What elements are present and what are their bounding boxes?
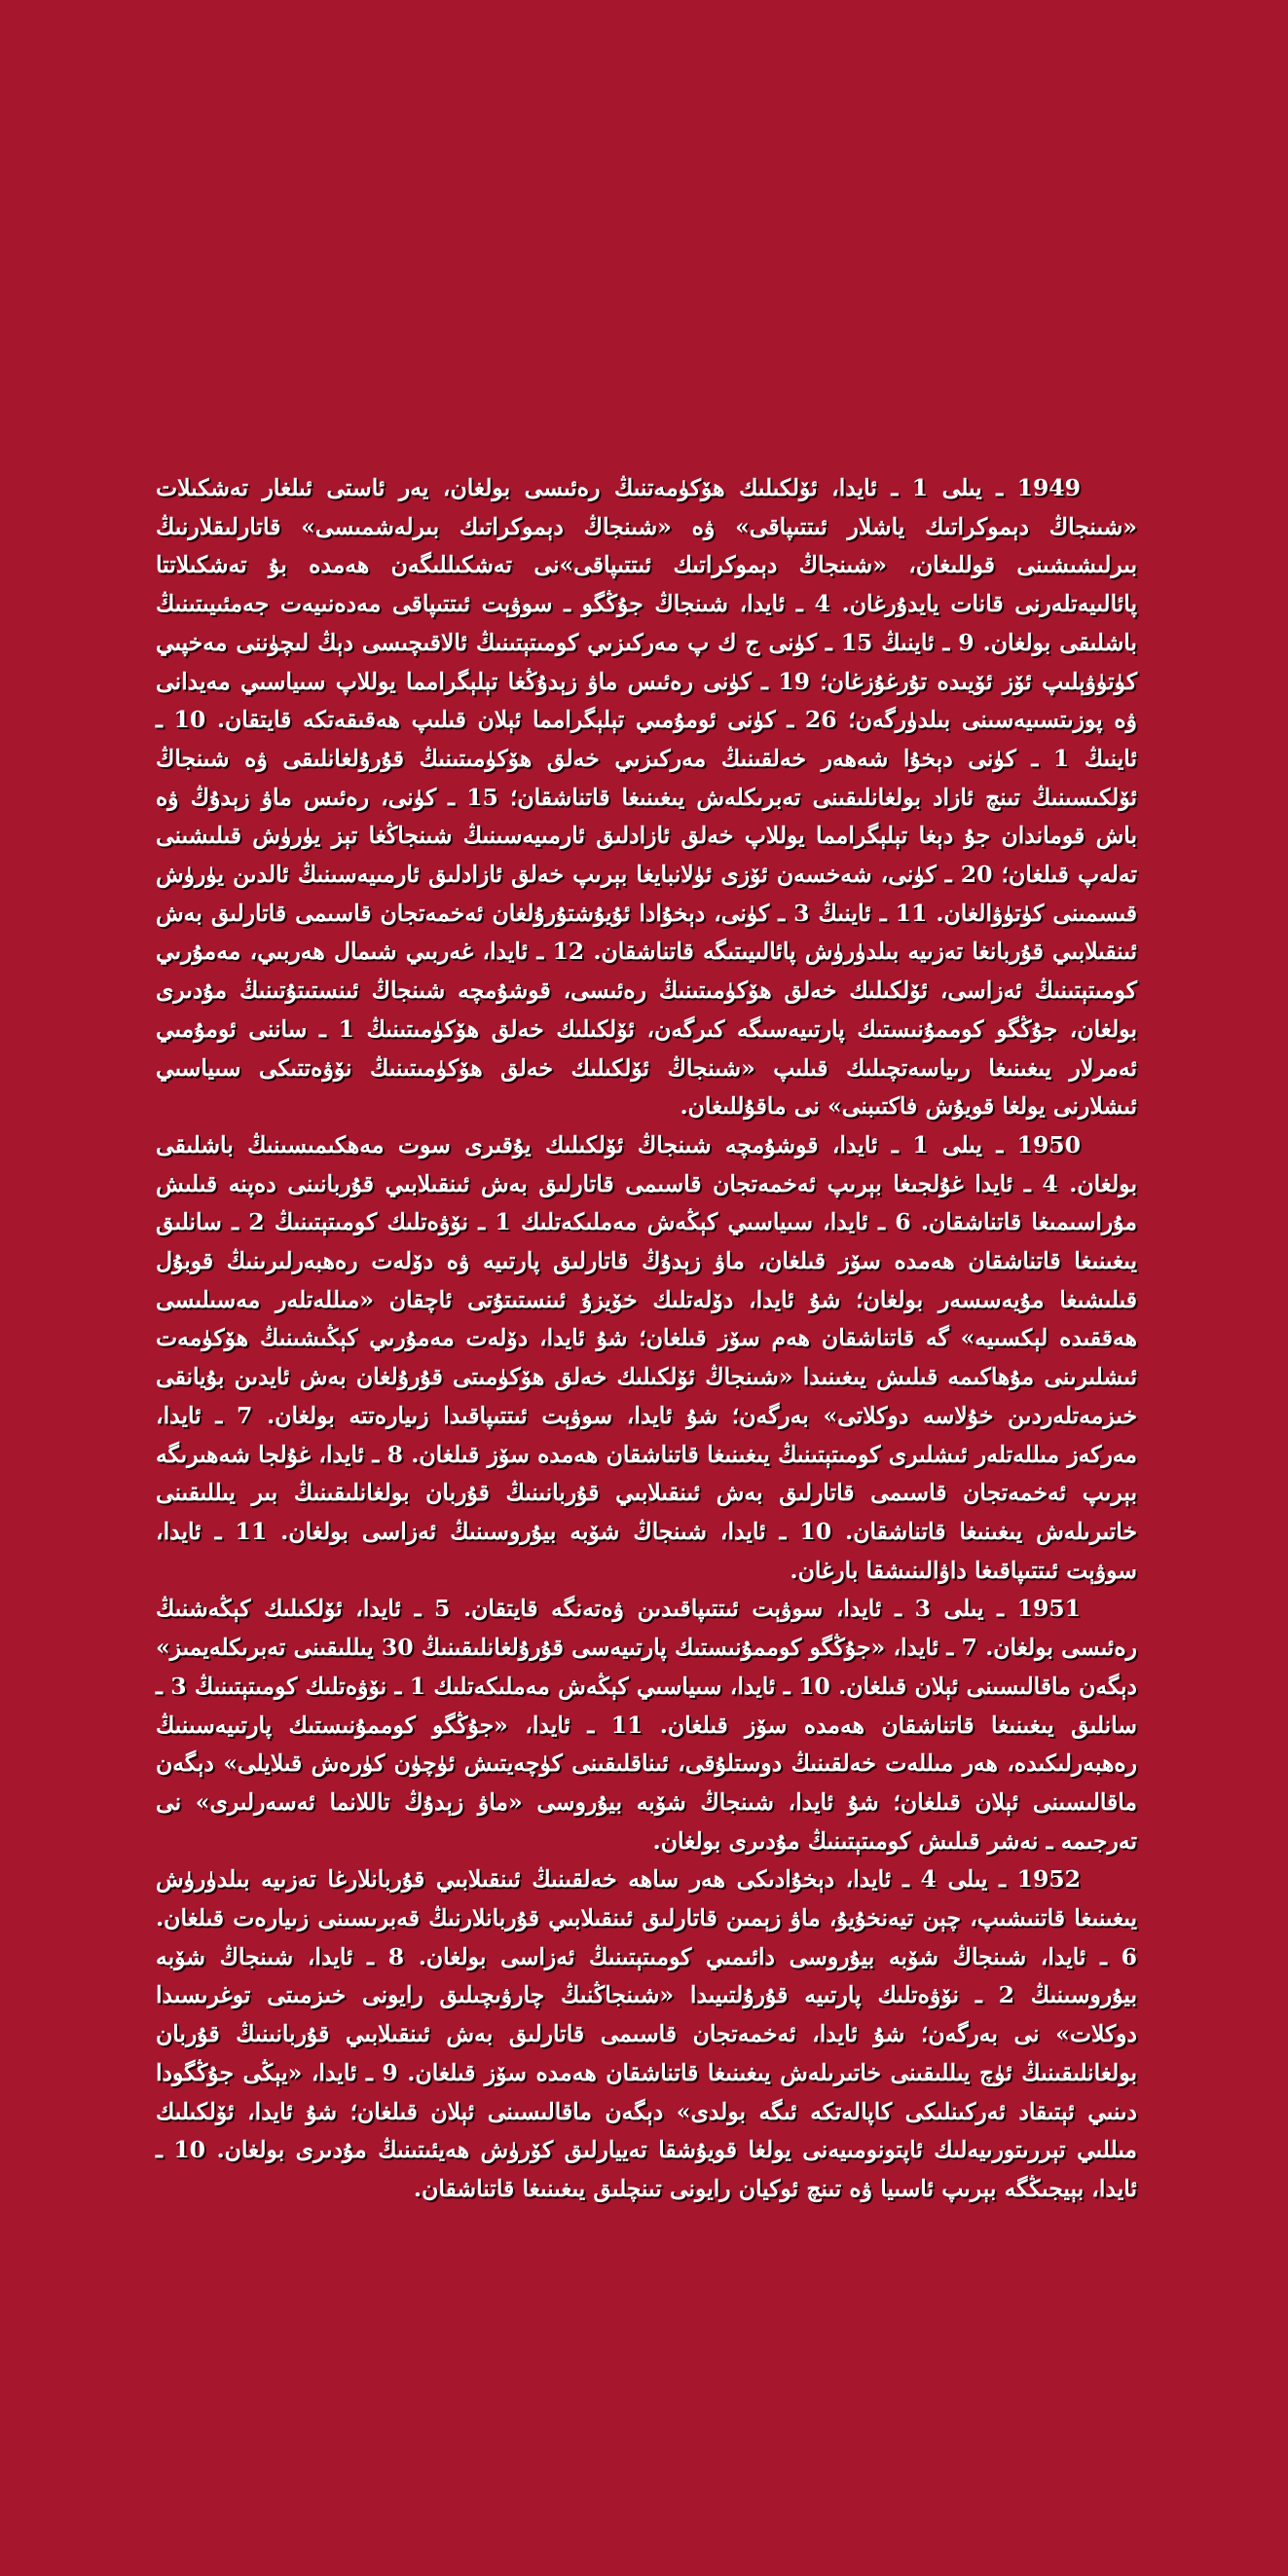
paragraph-1950: 1950 ـ يىلى 1 ـ ئايدا، قوشۇمچە شىنجاڭ ئۆلكىلىك يۇقىرى سوت مەھكىمىسىنىڭ باشلىقى بولغان. 4 ـ ئايدا غۇلجىغا بېرىپ ئەخمەتجان قاسىمى قاتارلىق بەش ئىنقىلابىي قۇربانىنى دەپنە قىلىش مۇراسىمىغا قاتناشقان. 6 ـ ئايدا، سىياسىي كېڭەش مەملىكەتلىك 1 ـ نۆۋەتلىك كومىتېتىنىڭ 2 ـ سانلىق يىغىنىغا قاتناشقان ھەمدە سۆز قىلغان، ماۋ زېدۇڭ قاتارلىق پارتىيە ۋە دۆلەت رەھبەرلىرىنىڭ قوبۇل قىلىشىغا مۇيەسسەر بولغان؛ شۇ ئايدا، دۆلەتلىك خۆيزۇ ئىنستىتۇتى ئاچقان «مىللەتلەر مەسىلىسى ھەققىدە لېكسىيە» گە قاتناشقان ھەم سۆز قىلغان؛ شۇ ئايدا، دۆلەت مەمۇرىي كېڭىشىنىڭ ھۆكۈمەت ئىشلىرىنى مۇھاكىمە قىلىش يىغىنىدا «شىنجاڭ ئۆلكىلىك خەلق ھۆكۈمىتى قۇرۇلغان بەش ئايدىن بۇيانقى خىزمەتلەردىن خۇلاسە دوكلاتى» بەرگەن؛ شۇ ئايدا، سوۋېت ئىتتىپاقىدا زىيارەتتە بولغان. 7 ـ ئايدا، مەركەز مىللەتلەر ئىشلىرى كومىتېتىنىڭ يىغىنىغا قاتناشقان ھەمدە سۆز قىلغان. 8 ـ ئايدا، غۇلجا شەھىرىگە بېرىپ ئەخمەتجان قاسىمى قاتارلىق بەش ئىنقىلابىي قۇربانىنىڭ قۇربان بولغانلىقىنىڭ بىر يىللىقىنى خاتىرىلەش يىغىنىغا قاتناشقان. 10 ـ ئايدا، شىنجاڭ شۆبە بيۇروسىنىڭ ئەزاسى بولغان. 11 ـ ئايدا، سوۋېت ئىتتىپاقىغا داۋالىنىشقا بارغان.	[156, 1130, 1138, 1584]
paragraph-1951: 1951 ـ يىلى 3 ـ ئايدا، سوۋېت ئىتتىپاقىدىن ۋەتەنگە قايتقان. 5 ـ ئايدا، ئۆلكىلىك كېڭەشنىڭ رەئىسى بولغان. 7 ـ ئايدا، «جۇڭگو كوممۇنىستىك پارتىيەسى قۇرۇلغانلىقىنىڭ 30 يىللىقىنى تەبرىكلەيمىز» دېگەن ماقالىسىنى ئېلان قىلغان. 10 ـ ئايدا، سىياسىي كېڭەش مەملىكەتلىك 1 ـ نۆۋەتلىك كومىتېتىنىڭ 3 ـ سانلىق يىغىنىغا قاتناشقان ھەمدە سۆز قىلغان. 11 ـ ئايدا، «جۇڭگو كوممۇنىستىك پارتىيەسىنىڭ رەھبەرلىكىدە، ھەر مىللەت خەلقىنىڭ دوستلۇقى، ئىناقلىقىنى كۈچەيتىش ئۈچۈن كۈرەش قىلايلى» دېگەن ماقالىسىنى ئېلان قىلغان؛ شۇ ئايدا، شىنجاڭ شۆبە بيۇروسى «ماۋ زېدۇڭ تاللانما ئەسەرلىرى» نى تەرجىمە ـ نەشر قىلىش كومىتېتىنىڭ مۇدىرى بولغان.	[156, 1595, 1137, 1855]
paragraph-1952: 1952 ـ يىلى 4 ـ ئايدا، دېخۇادىكى ھەر ساھە خەلقىنىڭ ئىنقىلابىي قۇربانلارغا تەزىيە بىلدۈرۈش يىغىنىغا قاتنىشىپ، چېن تيەنخۇيۇ، ماۋ زېمىن قاتارلىق ئىنقىلابىي قۇربانلارنىڭ قەبرىسىنى زىيارەت قىلغان. 6 ـ ئايدا، شىنجاڭ شۆبە بيۇروسى دائىمىي كومىتېتىنىڭ ئەزاسى بولغان. 8 ـ ئايدا، شىنجاڭ شۆبە بيۇروسىنىڭ 2 ـ نۆۋەتلىك پارتىيە قۇرۇلتىيىدا «شىنجاڭنىڭ چارۋىچىلىق رايونى خىزمىتى توغرىسىدا دوكلات» نى بەرگەن؛ شۇ ئايدا، ئەخمەتجان قاسىمى قاتارلىق بەش ئىنقىلابىي قۇربانىنىڭ قۇربان بولغانلىقىنىڭ ئۈچ يىللىقىنى خاتىرىلەش يىغىنىغا قاتناشقان ھەمدە سۆز قىلغان. 9 ـ ئايدا، «يېڭى جۇڭگودا دىنىي ئېتىقاد ئەركىنلىكى كاپالەتكە ئىگە بولدى» دېگەن ماقالىسىنى ئېلان قىلغان؛ شۇ ئايدا، ئۆلكىلىك مىللىي تېررىتورىيەلىك ئاپتونومىيەنى يولغا قويۇشقا تەييارلىق كۆرۈش ھەيئىتىنىڭ مۇدىرى بولغان. 10 ـ ئايدا، بېيجىڭگە بېرىپ ئاسىيا ۋە تىنچ ئوكيان رايونى تىنچلىق يىغىنىغا قاتناشقان.	[156, 1865, 1138, 2202]
biography-text-block	[156, 469, 1138, 2202]
paragraph-1949: 1949 ـ يىلى 1 ـ ئايدا، ئۆلكىلىك ھۆكۈمەتنىڭ رەئىسى بولغان، يەر ئاستى ئىلغار تەشكىلات «شىنجاڭ دېموكراتىك ياشلار ئىتتىپاقى» ۋە «شىنجاڭ دېموكراتىك بىرلەشمىسى» قاتارلىقلارنىڭ بىرلىشىشىنى قوللىغان، «شىنجاڭ دېموكراتىك ئىتتىپاقى»نى تەشكىللىگەن ھەمدە بۇ تەشكىلاتتا پائالىيەتلەرنى قانات يايدۇرغان. 4 ـ ئايدا، شىنجاڭ جۇڭگو ـ سوۋېت ئىتتىپاقى مەدەنىيەت جەمئىيىتىنىڭ باشلىقى بولغان. 9 ـ ئاينىڭ 15 ـ كۈنى ج ك پ مەركىزىي كومىتېتىنىڭ ئالاقىچىسى دېڭ لىچۈننى مەخپىي كۈتۈۋېلىپ ئۆز ئۆيىدە تۇرغۇزغان؛ 19 ـ كۈنى رەئىس ماۋ زېدۇڭغا تېلېگرامما يوللاپ سىياسىي مەيدانى ۋە پوزىتسىيەسىنى بىلدۈرگەن؛ 26 ـ كۈنى ئومۇمىي تېلېگرامما ئېلان قىلىپ ھەقىقەتكە قايتقان. 10 ـ ئاينىڭ 1 ـ كۈنى دېخۇا شەھەر خەلقىنىڭ مەركىزىي خەلق ھۆكۈمىتىنىڭ قۇرۇلغانلىقى ۋە شىنجاڭ ئۆلكىسىنىڭ تىنچ ئازاد بولغانلىقىنى تەبرىكلەش يىغىنىغا قاتناشقان؛ 15 ـ كۈنى، رەئىس ماۋ زېدۇڭ ۋە باش قوماندان جۇ دېغا تېلېگرامما يوللاپ خەلق ئازادلىق ئارمىيەسىنىڭ شىنجاڭغا تېز يۈرۈش قىلىشىنى تەلەپ قىلغان؛ 20 ـ كۈنى، شەخسەن ئۆزى ئۈلانبايغا بېرىپ خەلق ئازادلىق ئارمىيەسىنىڭ ئالدىن يۈرۈش قىسمىنى كۈتۈۋالغان. 11 ـ ئاينىڭ 3 ـ كۈنى، دېخۇادا ئۇيۇشتۇرۇلغان ئەخمەتجان قاسىمى قاتارلىق بەش ئىنقىلابىي قۇربانغا تەزىيە بىلدۈرۈش پائالىيىتىگە قاتناشقان. 12 ـ ئايدا، غەربىي شىمال ھەربىي، مەمۇرىي كومىتېتىنىڭ ئەزاسى، ئۆلكىلىك خەلق ھۆكۈمىتىنىڭ رەئىسى، قوشۇمچە شىنجاڭ ئىنستىتۇتىنىڭ مۇدىرى بولغان، جۇڭگو كوممۇنىستىك پارتىيەسىگە كىرگەن، ئۆلكىلىك خەلق ھۆكۈمىتىنىڭ 1 ـ ساننى ئومۇمىي ئەمرلار يىغىنىغا رىياسەتچىلىك قىلىپ «شىنجاڭ ئۆلكىلىك خەلق ھۆكۈمىتىنىڭ نۆۋەتتىكى سىياسىي ئىشلارنى يولغا قويۇش فاكتىبنى» نى ماقۇللىغان.	[156, 474, 1138, 1121]
